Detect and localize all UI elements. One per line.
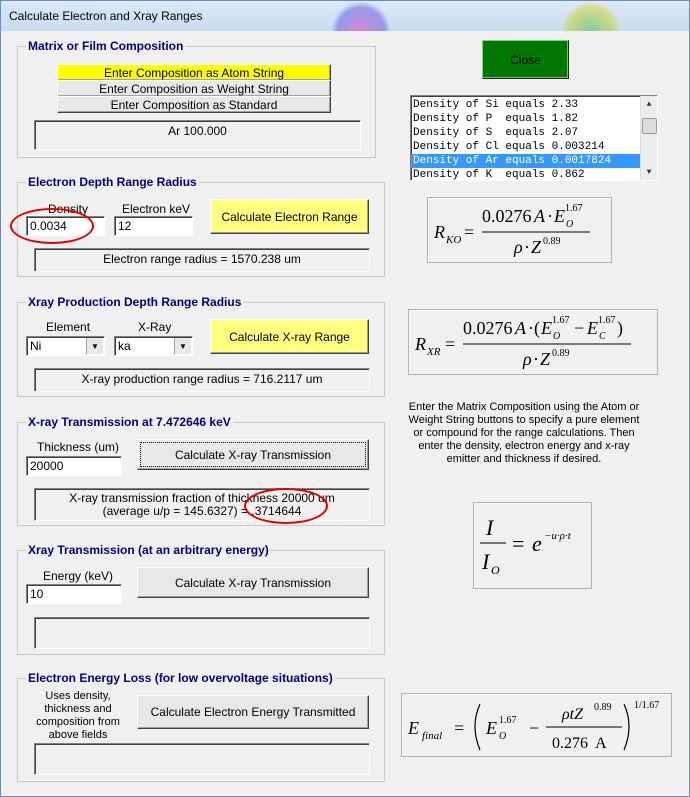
thickness-input[interactable]: 20000: [26, 456, 122, 476]
energy-loss-group: [17, 671, 385, 782]
rxr-num-e2-sub: C: [599, 331, 606, 342]
scroll-down-icon[interactable]: ▼: [646, 167, 652, 177]
efinal-lhs-sub: final: [422, 730, 443, 742]
xray-range-group: [17, 295, 385, 397]
density-input[interactable]: 0.0034: [26, 216, 105, 236]
efinal-right-paren: [624, 704, 629, 750]
list-scrollbar[interactable]: [640, 96, 657, 180]
rxr-exp2: 1.67: [598, 315, 616, 326]
rxr-dot: ·(: [528, 318, 540, 338]
efinal-num: ρtZ: [562, 706, 584, 723]
rxr-den-exp: 0.89: [552, 348, 570, 359]
rxr-den-rho: ρ: [523, 349, 532, 369]
energy-label: Energy (keV): [43, 569, 114, 583]
list-item-selected[interactable]: Density of Ar equals 0.0017824: [411, 154, 657, 168]
rko-den-exp: 0.89: [543, 236, 561, 247]
close-button[interactable]: Close: [482, 40, 569, 79]
efinal-left-paren: [475, 704, 480, 750]
electron-kev-input[interactable]: 12: [114, 216, 193, 236]
rxr-lhs: R: [415, 334, 426, 354]
xray-line-label: X-Ray: [138, 320, 172, 334]
rxr-den-dot: ·: [533, 349, 539, 369]
thickness-label: Thickness (um): [37, 440, 120, 454]
list-item[interactable]: Density of Si equals 2.33: [413, 99, 579, 111]
density-label: Density: [48, 202, 89, 216]
rko-num-e: E: [554, 206, 565, 226]
rko-num-const: 0.0276: [482, 206, 532, 226]
xray-line-select-value: ka: [118, 339, 131, 353]
transmission-formula-svg: [474, 503, 591, 588]
efinal-minus: −: [529, 718, 540, 738]
energy-loss-group-title: Electron Energy Loss (for low overvoltage situations): [28, 671, 333, 685]
rxr-exp1: 1.67: [552, 315, 570, 326]
matrix-group-title: Matrix or Film Composition: [28, 39, 184, 53]
element-select[interactable]: [26, 336, 105, 356]
xray-group-title: Xray Production Depth Range Radius: [28, 295, 242, 309]
aero-glow-decoration: [331, 1, 391, 31]
transmission-value-highlight-circle: [244, 488, 328, 524]
help-text: Enter the Matrix Composition using the Atom or Weight String buttons to specify a pure element or compound for the range calculations. Then enter the density, electron energy and x-ray emitter and thickness if desired.: [408, 401, 640, 465]
standard-button[interactable]: Enter Composition as Standard: [57, 96, 331, 113]
rxr-num-e1-sub: O: [553, 331, 561, 342]
dialog-client: [8, 31, 682, 790]
arbitrary-energy-group: [17, 543, 385, 655]
transmission-group-title: X-ray Transmission at 7.472646 keV: [28, 415, 231, 429]
transmission-formula: [473, 502, 592, 589]
efinal-outer-exp: 1/1.67: [634, 700, 660, 711]
calculate-xray-range-button[interactable]: Calculate X-ray Range: [210, 319, 369, 354]
weight-string-button[interactable]: Enter Composition as Weight String: [57, 80, 331, 97]
efinal-num-exp: 0.89: [594, 702, 612, 713]
trans-power: −u·ρ·t: [544, 530, 571, 542]
rko-equals: =: [464, 222, 475, 242]
arbitrary-group-title: Xray Transmission (at an arbitrary energy): [28, 543, 269, 557]
trans-den-sub: O: [491, 563, 500, 577]
efinal-formula-svg: [402, 694, 671, 756]
rko-den-rho: ρ: [514, 237, 523, 257]
xray-line-select[interactable]: [114, 336, 193, 356]
rko-exp: 1.67: [565, 203, 583, 214]
rko-num-a: A: [534, 206, 545, 226]
rxr-equals: =: [445, 334, 456, 354]
aero-glow-decoration-2: [561, 1, 621, 31]
energy-loss-note: Uses density, thickness and composition from above fields: [36, 690, 120, 741]
arbitrary-transmission-result: [34, 617, 370, 649]
rxr-formula: [408, 309, 658, 375]
element-select-value: Ni: [30, 339, 42, 353]
rko-lhs: R: [434, 222, 445, 242]
energy-loss-result: [34, 743, 370, 775]
list-item[interactable]: Density of K equals 0.862: [413, 169, 585, 181]
efinal-den: 0.276 A: [552, 735, 607, 752]
density-highlight-circle: [10, 208, 94, 244]
calculate-electron-range-button[interactable]: Calculate Electron Range: [210, 199, 369, 234]
atom-string-button[interactable]: Enter Composition as Atom String: [57, 64, 331, 81]
energy-input[interactable]: 10: [26, 584, 122, 604]
scroll-thumb[interactable]: [642, 118, 657, 134]
composition-display: Ar 100.000: [34, 120, 361, 150]
rko-dot: ·: [547, 206, 553, 226]
transmission-result-line1: X-ray transmission fraction of thickness 20000 um: [69, 490, 335, 505]
rko-num-e-sub: O: [566, 219, 574, 230]
rko-lhs-sub: KO: [446, 234, 462, 246]
efinal-lhs: E: [408, 718, 419, 738]
calculate-arbitrary-transmission-button[interactable]: Calculate X-ray Transmission: [137, 567, 369, 598]
rko-den-z: Z: [531, 237, 542, 257]
list-item[interactable]: Density of S equals 2.07: [413, 127, 579, 139]
list-item[interactable]: Density of P equals 1.82: [413, 113, 579, 125]
scroll-up-icon[interactable]: ▲: [646, 99, 652, 109]
xray-range-result: X-ray production range radius = 716.2117 um: [34, 368, 370, 392]
efinal-formula: [401, 693, 672, 757]
trans-den: I: [482, 549, 490, 574]
trans-equals: =: [512, 531, 525, 556]
efinal-exp: 1.67: [499, 715, 517, 726]
rxr-num-const: 0.0276: [463, 318, 513, 338]
xray-transmission-group: [17, 415, 385, 526]
rxr-lhs-sub: XR: [427, 346, 441, 358]
transmission-result-line2: (average u/p = 145.6327) = .3714644: [102, 503, 302, 518]
trans-base: e: [532, 531, 542, 556]
rxr-formula-svg: [409, 310, 657, 374]
rxr-minus: −: [574, 318, 585, 338]
rko-formula-svg: [428, 198, 611, 262]
calculate-energy-transmitted-button[interactable]: Calculate Electron Energy Transmitted: [137, 695, 369, 729]
rxr-num-e2: E: [587, 318, 598, 338]
efinal-equals: =: [454, 718, 465, 738]
rxr-num-e1: E: [541, 318, 552, 338]
list-item[interactable]: Density of Cl equals 0.003214: [413, 141, 605, 153]
rxr-den-z: Z: [540, 349, 551, 369]
element-label: Element: [46, 320, 91, 334]
chevron-down-icon[interactable]: ▼: [174, 338, 191, 354]
density-listbox[interactable]: [410, 95, 658, 181]
rxr-close-paren: ): [617, 318, 623, 338]
efinal-e-sub: O: [499, 731, 507, 742]
matrix-group: [17, 39, 376, 158]
efinal-e: E: [486, 718, 497, 738]
rxr-num-a: A: [515, 318, 526, 338]
electron-range-result: Electron range radius = 1570.238 um: [34, 248, 370, 272]
electron-group-title: Electron Depth Range Radius: [28, 175, 197, 189]
electron-kev-label: Electron keV: [122, 202, 191, 216]
trans-num: I: [486, 515, 494, 540]
rko-formula: [427, 197, 612, 263]
rko-den-dot: ·: [524, 237, 530, 257]
chevron-down-icon[interactable]: ▼: [86, 338, 103, 354]
calculate-xray-transmission-button[interactable]: Calculate X-ray Transmission: [137, 439, 369, 470]
title-bar[interactable]: [1, 1, 689, 31]
window-title: Calculate Electron and Xray Ranges: [9, 9, 203, 23]
